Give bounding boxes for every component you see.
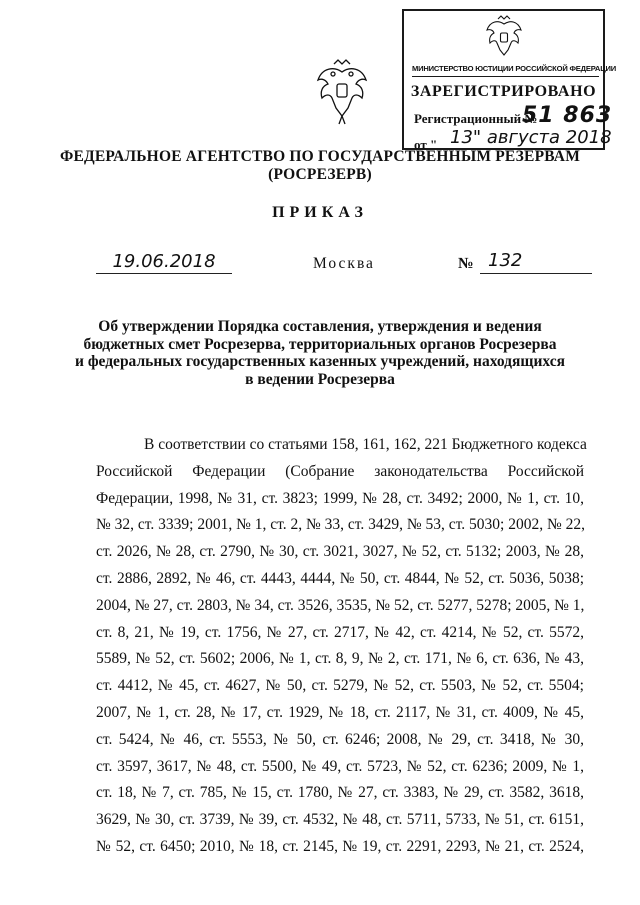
agency-abbreviation: (РОСРЕЗЕРВ) bbox=[268, 166, 372, 183]
stamp-date-label: от " bbox=[414, 137, 438, 152]
body-line: ст. 2026, № 28, ст. 2790, № 30, ст. 3021, 3027, № 52, ст. 5132; 2003, № 28, bbox=[96, 543, 584, 561]
body-line: В соответствии со статьями 158, 161, 162, 221 Бюджетного кодекса bbox=[144, 436, 587, 453]
order-city: Москва bbox=[313, 255, 375, 272]
subject-line: Об утверждении Порядка составления, утверждения и ведения bbox=[98, 318, 542, 335]
body-line: 2004, № 27, ст. 2803, № 34, ст. 3526, 3535, № 52, ст. 5277, 5278; 2005, № 1, bbox=[96, 596, 585, 614]
body-line: ст. 8, 21, № 19, ст. 1756, № 27, ст. 2717, № 42, ст. 4214, № 52, ст. 5572, bbox=[96, 623, 584, 641]
body-line: ст. 18, № 7, ст. 785, № 15, ст. 1780, № 27, ст. 3383, № 29, ст. 3582, 3618, bbox=[96, 784, 584, 802]
body-line: 5589, № 52, ст. 5602; 2006, № 1, ст. 8, 9, № 2, ст. 171, № 6, ст. 636, № 43, bbox=[96, 650, 584, 668]
stamp-registration-date: 13" августа 2018 bbox=[450, 127, 612, 148]
subject-line: и федеральных государственных казенных учреждений, находящихся bbox=[75, 353, 565, 370]
body-line: ст. 4412, № 45, ст. 4627, № 50, ст. 5279, № 52, ст. 5503, № 52, ст. 5504; bbox=[96, 677, 584, 695]
body-line: ст. 2886, 2892, № 46, ст. 4443, 4444, № 50, ст. 4844, № 52, ст. 5036, 5038; bbox=[96, 569, 584, 587]
body-line: ст. 5424, № 46, ст. 5553, № 50, ст. 6246; 2008, № 29, ст. 3418, № 30, bbox=[96, 730, 584, 748]
agency-name: ФЕДЕРАЛЬНОЕ АГЕНТСТВО ПО ГОСУДАРСТВЕННЫМ РЕЗЕРВАМ bbox=[59, 148, 581, 165]
body-line: Федерации, 1998, № 31, ст. 3823; 1999, № 28, ст. 3492; 2000, № 1, ст. 10, bbox=[96, 489, 584, 507]
order-number-underline bbox=[480, 273, 592, 274]
subject-line: бюджетных смет Росрезерва, территориальных органов Росрезерва bbox=[83, 335, 557, 353]
order-number: 132 bbox=[488, 250, 523, 271]
document-type-title: ПРИКАЗ bbox=[272, 204, 368, 221]
registration-stamp bbox=[402, 9, 617, 152]
body-line: Российской Федерации (Собрание законодательства Российской bbox=[96, 462, 584, 480]
body-line: 3629, № 30, ст. 3739, № 39, ст. 4532, № 48, ст. 5711, 5733, № 51, ст. 6151, bbox=[96, 811, 584, 829]
state-emblem-icon bbox=[312, 58, 372, 128]
body-line: № 52, ст. 6450; 2010, № 18, ст. 2145, № 19, ст. 2291, 2293, № 21, ст. 2524, bbox=[96, 837, 584, 855]
order-number-label: № bbox=[458, 255, 474, 272]
stamp-registration-number: 51 863 bbox=[522, 103, 613, 128]
stamp-ministry-name: МИНИСТЕРСТВО ЮСТИЦИИ РОССИЙСКОЙ ФЕДЕРАЦИИ bbox=[412, 64, 617, 73]
order-subject bbox=[60, 318, 580, 388]
body-line: № 32, ст. 3339; 2001, № 1, ст. 2, № 33, ст. 3429, № 53, ст. 5030; 2002, № 22, bbox=[96, 516, 586, 534]
body-line: 2007, № 1, ст. 28, № 17, ст. 1929, № 18, ст. 2117, № 31, ст. 4009, № 45, bbox=[96, 703, 584, 721]
stamp-emblem-icon bbox=[482, 15, 526, 59]
order-body bbox=[96, 432, 587, 861]
order-date-underline bbox=[96, 273, 232, 274]
order-date: 19.06.2018 bbox=[112, 251, 216, 272]
body-line: ст. 3597, 3617, № 48, ст. 5500, № 49, ст. 5723, № 52, ст. 6236; 2009, № 1, bbox=[96, 757, 584, 775]
stamp-registration-label: Регистрационный № bbox=[414, 111, 538, 126]
stamp-divider bbox=[412, 76, 599, 77]
stamp-registered-label: ЗАРЕГИСТРИРОВАНО bbox=[410, 83, 597, 100]
subject-line: в ведении Росрезерва bbox=[245, 370, 395, 388]
